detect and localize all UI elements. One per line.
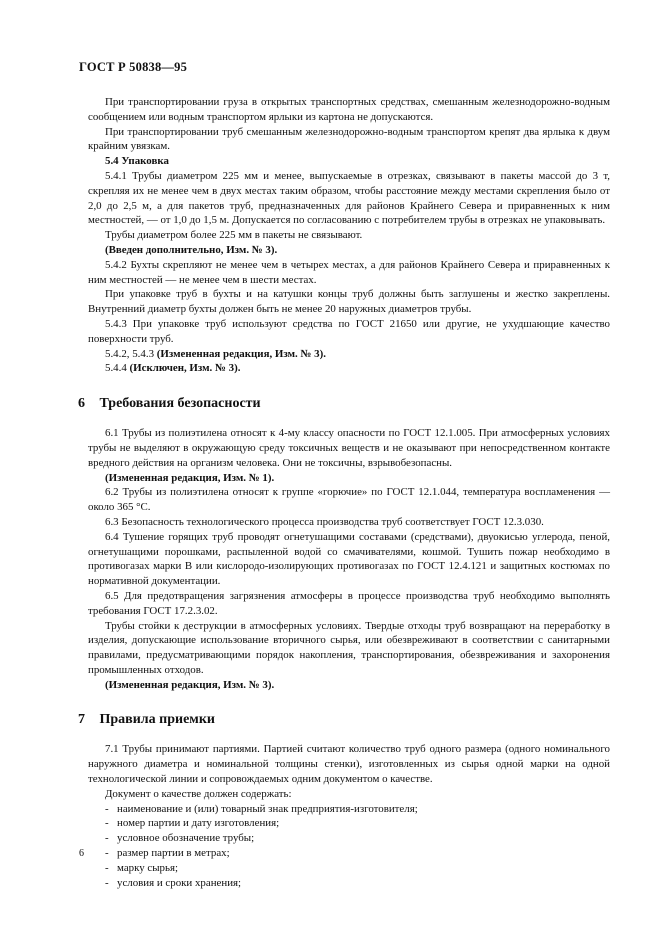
- section-heading: [78, 395, 610, 413]
- section-number: 6: [78, 396, 85, 412]
- document-header: ГОСТ Р 50838—95: [79, 60, 188, 74]
- paragraph: 7.1 Трубы принимают партиями. Партией считают количество труб одного размера (одного номинального наружного диаметра и номинальной толщины стенки), изготовленных из сырья одной марки на одной технологической линии и сопровождаемых одним документом о качестве.: [88, 743, 610, 786]
- section-heading: [78, 711, 610, 729]
- list-item-text: размер партии в метрах;: [117, 847, 230, 860]
- list-item-text: условное обозначение трубы;: [117, 832, 255, 845]
- amendment-note: (Введен дополнительно, Изм. № 3).: [105, 243, 278, 256]
- amendment-note: (Измененная редакция, Изм. № 3).: [156, 347, 326, 360]
- paragraph: При транспортировании труб смешанным железнодорожно-водным транспортом крепят два ярлыка к двум крайним увязкам.: [88, 125, 610, 153]
- paragraph: 6.4 Тушение горящих труб проводят огнетушащими составами (средствами), двуокисью углерода, пеной, огнетушащими порошками, распыленной водой со смачивателями, кошмой. Тушить пожар необходимо в противогазах марки В или кислородо-изолирующих противогазах по ГОСТ 12.4.121 и защитных костюмах по нормативной документации.: [88, 530, 610, 588]
- list-dash: -: [105, 861, 109, 874]
- list-item: [88, 876, 610, 891]
- amendment-line: [88, 361, 610, 376]
- amendment-note: (Измененная редакция, Изм. № 1).: [105, 471, 275, 484]
- list-item: [88, 861, 610, 876]
- list-item: [88, 831, 610, 846]
- page-number: 6: [79, 848, 84, 859]
- document-body: [78, 95, 610, 890]
- subsection-title: 5.4 Упаковка: [105, 155, 169, 168]
- list-dash: -: [105, 847, 109, 860]
- clause-number: 5.4.2, 5.4.3: [105, 347, 155, 360]
- list-item-text: наименование и (или) товарный знак предприятия-изготовителя;: [117, 802, 418, 815]
- clause-number: 5.4.4: [105, 362, 127, 375]
- paragraph: 5.4.1 Трубы диаметром 225 мм и менее, выпускаемые в отрезках, связывают в пакеты массой до 3 т, скрепляя их не менее чем в двух местах таким образом, чтобы расстояние между местами скрепления было от 2,0 до 2,5 м, а для пакетов труб, предназначенных для районов Крайнего Севера и приравненных к ним местностей, — от 1,0 до 1,5 м. Допускается по согласованию с потребителем трубы в отрезках не упаковывать.: [88, 169, 610, 227]
- paragraph: 6.3 Безопасность технологического процесса производства труб соответствует ГОСТ 12.3.030.: [105, 515, 544, 528]
- list-dash: -: [105, 817, 109, 830]
- paragraph: 6.2 Трубы из полиэтилена относят к группе «горючие» по ГОСТ 12.1.044, температура воспламенения — около 365 °С.: [88, 486, 610, 514]
- paragraph: 6.1 Трубы из полиэтилена относят к 4-му классу опасности по ГОСТ 12.1.005. При атмосферных условиях трубы не выделяют в окружающую среду токсичных веществ и не оказывают при непосредственном контакте вредного действия на организм человека. Они не токсичны, взрывобезопасны.: [88, 427, 610, 469]
- section-number: 7: [78, 712, 85, 728]
- section-title: Требования безопасности: [99, 396, 261, 412]
- list-dash: -: [105, 802, 109, 815]
- list-item-text: условия и сроки хранения;: [117, 876, 242, 889]
- section-title: Правила приемки: [99, 712, 215, 728]
- paragraph: При упаковке труб в бухты и на катушки концы труб должны быть заглушены и жестко закреплены. Внутренний диаметр бухты должен быть не менее 20 наружных диаметров трубы.: [88, 288, 610, 316]
- paragraph: При транспортировании груза в открытых транспортных средствах, смешанным железнодорожно-водным сообщением или водным транспортом ярлыки из картона не допускаются.: [88, 96, 610, 123]
- list-dash: -: [105, 832, 109, 845]
- amendment-line: [88, 347, 610, 362]
- amendment-note: (Исключен, Изм. № 3).: [129, 362, 241, 375]
- paragraph: Документ о качестве должен содержать:: [105, 787, 292, 800]
- paragraph: 6.5 Для предотвращения загрязнения атмосферы в процессе производства труб необходимо выполнять требования ГОСТ 17.2.3.02.: [88, 589, 610, 617]
- paragraph: 5.4.3 При упаковке труб используют средства по ГОСТ 21650 или другие, не ухудшающие качество поверхности труб.: [88, 317, 610, 345]
- amendment-note: (Измененная редакция, Изм. № 3).: [105, 678, 275, 691]
- list-item: [88, 846, 610, 861]
- list-item-text: марку сырья;: [117, 861, 178, 874]
- paragraph: 5.4.2 Бухты скрепляют не менее чем в четырех местах, а для районов Крайнего Севера и приравненных к ним местностей — не менее чем в шести местах.: [88, 258, 610, 286]
- list-item: [88, 802, 610, 817]
- list-item: [88, 816, 610, 831]
- list-item-text: номер партии и дату изготовления;: [117, 817, 280, 830]
- paragraph: Трубы стойки к деструкции в атмосферных условиях. Твердые отходы труб возвращают на переработку в изделия, допускающие использование вторичного сырья, или обезвреживают в соответствии с санитарными правилами, предусматривающими порядок накопления, транспортирования, обезвреживания и захоронения промышленных отходов.: [88, 619, 610, 676]
- paragraph: Трубы диаметром более 225 мм в пакеты не связывают.: [105, 229, 363, 242]
- list-dash: -: [105, 876, 109, 889]
